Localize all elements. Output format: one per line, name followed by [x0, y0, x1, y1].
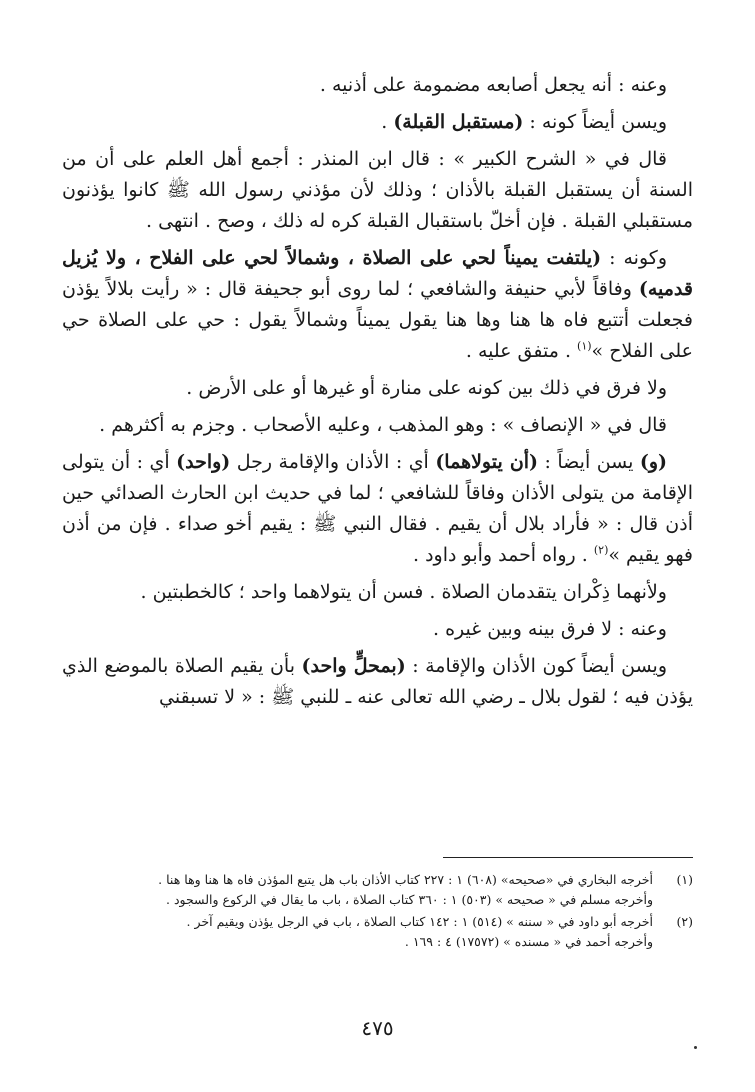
text-run: وكونه :: [601, 247, 667, 269]
text-run: ولا فرق في ذلك بين كونه على منارة أو غيرها أو على الأرض .: [186, 377, 667, 399]
text-run: يسن أيضاً :: [538, 451, 640, 473]
footnote: [62, 912, 693, 952]
paragraph: [62, 373, 693, 404]
text-run: ويسن أيضاً كونه :: [523, 111, 667, 133]
text-run: ويسن أيضاً كون الأذان والإقامة :: [405, 655, 667, 677]
footnote-line: أخرجه أبو داود في « سننه » (٥١٤) ١ : ١٤٢ كتاب الصلاة ، باب في الرجل يؤذن ويقيم آخر .: [186, 914, 653, 929]
paragraph: [62, 410, 693, 441]
text-run: وعنه : لا فرق بينه وبين غيره .: [432, 618, 667, 640]
paragraph: [62, 243, 693, 367]
bold-text-run: (بمحلٍّ واحد): [301, 655, 406, 677]
footnote-ref: (٢): [593, 543, 609, 557]
main-text: [62, 70, 693, 719]
paragraph: [62, 577, 693, 608]
paragraph: [62, 651, 693, 713]
text-run: وعنه : أنه يجعل أصابعه مضمومة على أذنيه .: [319, 74, 667, 96]
footnotes: [62, 870, 693, 954]
footnote: [62, 870, 693, 910]
page-number: ٤٧٥: [361, 1016, 394, 1040]
paragraph: [62, 70, 693, 101]
footnote-number: (٢): [676, 914, 693, 929]
text-run: ولأنهما ذِكْران يتقدمان الصلاة . فسن أن يتولاهما واحد ؛ كالخطبتين .: [140, 581, 667, 603]
footnote-line: وأخرجه مسلم في « صحيحه » (٥٠٣) ١ : ٣٦٠ كتاب الصلاة ، باب ما يقال في الركوع والسجود .: [166, 892, 653, 907]
paragraph: [62, 144, 693, 237]
footnote-separator: [443, 857, 693, 858]
text-run: بأن يقيم الصلاة بالموضع الذي يؤذن فيه ؛ لقول بلال ـ رضي الله تعالى عنه ـ للنبي ﷺ : « لا تسبقني: [62, 655, 693, 708]
paragraph: [62, 614, 693, 645]
footnote-ref: (١): [577, 339, 592, 353]
text-run: أي : الأذان والإقامة رجل: [230, 451, 436, 473]
footnote-number: (١): [676, 872, 693, 887]
paragraph: [62, 447, 693, 571]
bold-text-run: (مستقبل القبلة): [393, 111, 524, 133]
bold-text-run: (و): [639, 451, 668, 473]
bold-text-run: (أن يتولاهما): [435, 451, 539, 473]
text-run: . متفق عليه .: [465, 340, 578, 362]
bold-text-run: (يلتفت يميناً لحي على الصلاة ، وشمالاً لحي على الفلاح ، ولا يُزيل قدميه): [62, 247, 693, 300]
page-speck: [694, 1046, 697, 1049]
footnote-line: وأخرجه أحمد في « مسنده » (١٧٥٧٢) ٤ : ١٦٩ .: [404, 934, 653, 949]
bold-text-run: (واحد): [176, 451, 231, 473]
text-run: وفاقاً لأبي حنيفة والشافعي ؛ لما روى أبو جحيفة قال : « رأيت بلالاً يؤذن فجعلت أتتبع فاه ها هنا وها هنا يقول يميناً وشمالاً يقول : حي على الصلاة حي على الفلاح »: [62, 278, 693, 362]
text-run: أي : أن يتولى الإقامة من يتولى الأذان وفاقاً للشافعي ؛ لما في حديث ابن الحارث الصدائي حين أذن قال : « فأراد بلال أن يقيم . فقال النبي ﷺ : يقيم أخو صداء . فإن من أذن فهو يقيم »: [62, 451, 693, 566]
paragraph: [62, 107, 693, 138]
text-run: . رواه أحمد وأبو داود .: [413, 544, 594, 566]
text-run: قال في « الشرح الكبير » : قال ابن المنذر : أجمع أهل العلم على أن من السنة أن يستقبل القبلة بالأذان ؛ وذلك لأن مؤذني رسول الله ﷺ كانوا يؤذنون مستقبلي القبلة . فإن أخلّ باستقبال القبلة كره له ذلك ، وصح . انتهى .: [62, 148, 693, 232]
footnote-line: أخرجه البخاري في «صحيحه» (٦٠٨) ١ : ٢٢٧ كتاب الأذان باب هل يتبع المؤذن فاه ها هنا وها هنا .: [158, 872, 653, 887]
text-run: قال في « الإنصاف » : وهو المذهب ، وعليه الأصحاب . وجزم به أكثرهم .: [99, 414, 667, 436]
text-run: .: [381, 111, 394, 133]
